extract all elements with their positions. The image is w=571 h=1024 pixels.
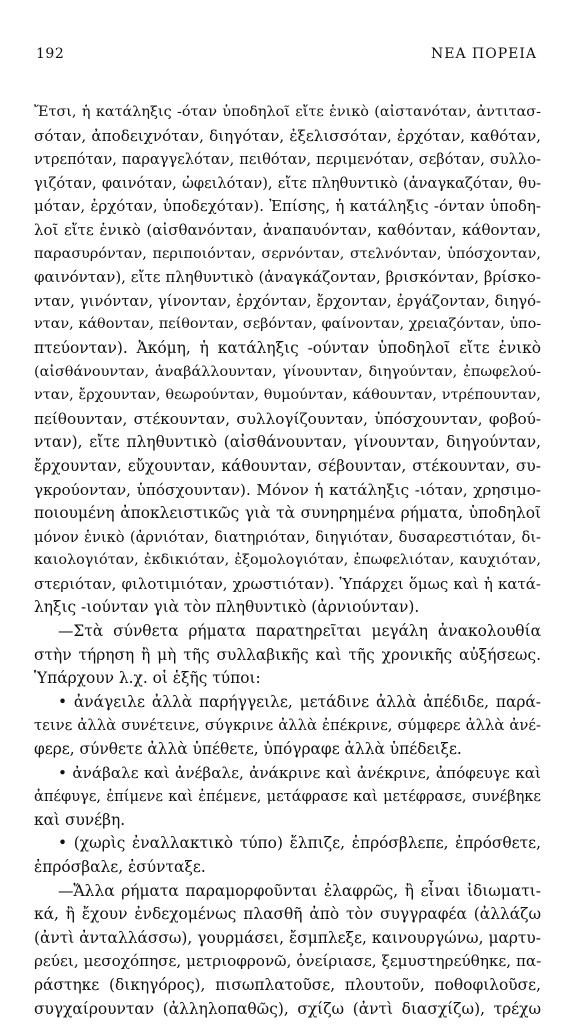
text-line: καὶ συνέβη. <box>34 810 126 829</box>
text-line: Ὑπάρχουν λ.χ. οἱ ἑξῆς τύποι: <box>34 669 261 688</box>
text-line: —Ἄλλα ρήματα παραμορφοῦνται ἐλαφρῶς, ἢ εἶναι ἰδιωματι- <box>58 881 541 900</box>
text-line: ἀπέφυγε, ἐπίμενε καὶ ἐπέμενε, μετάφρασε καὶ μετέφρασε, συνέβηκε <box>34 788 541 806</box>
text-line: ρεύει, μεσοχόπησε, μετριοφρονῶ, ὀνείριασε, ξεμυστηρεύθηκε, πα- <box>34 952 541 971</box>
text-line: κά, ἢ ἔχουν ἐνδεχομένως πλασθῆ ἀπὸ τὸν συγγραφέα (ἀλλάζω <box>34 905 541 924</box>
page-number: 192 <box>36 46 65 62</box>
text-line: μόνον ἑνικὸ (ἀρνιόταν, διατηριόταν, διηγιόταν, δυσαρεστιόταν, δι- <box>34 528 541 546</box>
text-line: μόταν, ἐρχόταν, ὑποδεχόταν). Ἐπίσης, ἡ κατάληξις -όνταν ὑποδη- <box>34 197 541 216</box>
text-line: συγχαίρουνταν (ἀλληλοπαθῶς), σχίζω (ἀντὶ διασχίζω), τρέχω <box>34 999 541 1018</box>
text-line: ντρεπόταν, παραγγελόταν, πειθόταν, περιμενόταν, σεβόταν, συλλο- <box>34 151 541 169</box>
text-line: πείθουνταν, στέκουνταν, συλλογίζουνταν, ὑπόσχουνταν, φοβού- <box>34 409 541 428</box>
text-line: ράστηκε (δικηγόρος), πισωπλατοῦσε, πλουτοῦν, ποθοφιλοῦσε, <box>34 975 541 994</box>
text-line: φερε, σύνθετε ἀλλὰ ὑπέθετε, ὑπόγραφε ἀλλὰ ὑπέδειξε. <box>34 740 462 759</box>
text-line: νταν), εἴτε πληθυντικὸ (αἰσθάνουνταν, γίνουνταν, διηγούνταν, <box>34 433 541 452</box>
text-line: παρασυρόνταν, περιποιόνταν, σερνόνταν, στελνόνταν, ὑπόσχονταν, <box>34 245 541 262</box>
text-line: φαινόνταν), εἴτε πληθυντικὸ (ἀναγκάζονταν, βρισκόνταν, βρίσκο- <box>34 268 541 287</box>
text-line: νταν, γινόνταν, γίνονταν, ἐρχόνταν, ἔρχονταν, ἐργάζονταν, διηγό- <box>34 292 541 310</box>
text-line: —Στὰ σύνθετα ρήματα παρατηρεῖται μεγάλη ἀνακολουθία <box>58 622 541 641</box>
text-line: στεριόταν, φιλοτιμιόταν, χρωστιόταν). Ὑπάρχει ὅμως καὶ ἡ κατά- <box>34 574 541 593</box>
text-line: γκρούονταν, ὑπόσχουνταν). Μόνον ἡ κατάληξις -ιόταν, χρησιμο- <box>34 480 541 499</box>
text-line: στὴν τήρηση ἢ μὴ τῆς συλλαβικῆς καὶ τῆς χρονικῆς αὐξήσεως. <box>34 645 541 664</box>
text-line: ποιουμένη ἀποκλειστικῶς γιὰ τὰ συνηρημένα ρήματα, ὑποδηλοῖ <box>34 504 541 523</box>
text-line: νταν, ἔρχουνταν, θεωρούνταν, θυμούνταν, κάθουνταν, ντρέπουνταν, <box>34 387 541 404</box>
text-line: νταν, κάθονταν, πείθονταν, σεβόνταν, φαίνονταν, χρειαζόνταν, ὑπο- <box>34 316 541 333</box>
text-line: • ἀνάβαλε καὶ ἀνέβαλε, ἀνάκρινε καὶ ἀνέκρινε, ἀπόφευγε καὶ <box>58 763 541 782</box>
text-line: καιολογιόταν, ἐκδικιόταν, ἐξομολογιόταν, ἐπωφελιόταν, καυχιόταν, <box>34 552 541 569</box>
text-line: ληξις -ιούνταν γιὰ τὸν πληθυντικὸ (ἀρνιούνταν). <box>34 598 420 617</box>
running-head: ΝΕΑ ΠΟΡΕΙΑ <box>431 46 537 62</box>
text-line: λοῖ εἴτε ἑνικὸ (αἰσθανόνταν, ἀναπαυόνταν, καθόνταν, κάθονταν, <box>34 220 541 239</box>
text-line: • ἀνάγειλε ἀλλὰ παρήγγειλε, μετάδινε ἀλλὰ ἀπέδιδε, παρά- <box>58 692 541 711</box>
text-line: γιζόταν, φαινόταν, ὠφειλόταν), εἴτε πληθυντικὸ (ἀναγκαζόταν, θυ- <box>34 174 541 192</box>
page-header <box>36 46 537 66</box>
body-text <box>34 101 541 1021</box>
text-line: ἐπρόσβαλε, ἐσύνταξε. <box>34 858 206 876</box>
text-line: (αἰσθάνουνταν, ἀναβάλλουνταν, γίνουνταν, διηγούνταν, ἐπωφελού- <box>34 363 541 380</box>
text-line: πτεύονταν). Ἀκόμη, ἡ κατάληξις -ούνταν ὑποδηλοῖ εἴτε ἑνικὸ <box>34 338 541 357</box>
text-line: σόταν, ἀποδειχνόταν, διηγόταν, ἐξελισσόταν, ἐρχόταν, καθόταν, <box>34 126 541 145</box>
text-line: Ἔτσι, ἡ κατάληξις -όταν ὑποδηλοῖ εἴτε ἑνικὸ (αἰστανόταν, ἀντιτασ- <box>34 104 541 120</box>
text-line: (ἀντὶ ἀνταλλάσσω), γουρμάσει, ἔσμπλεξε, καινουργώνω, μαρτυ- <box>34 928 541 947</box>
text-line: • (χωρὶς ἐναλλακτικὸ τύπο) ἔλπιζε, ἐπρόσβλεπε, ἐπρόσθετε, <box>58 834 541 853</box>
text-line: ἔρχουνταν, εὔχουνταν, κάθουνταν, σέβουνταν, στέκουνταν, συ- <box>34 456 541 475</box>
text-line: τεινε ἀλλὰ συνέτεινε, σύγκρινε ἀλλὰ ἐπέκρινε, σύμφερε ἀλλὰ ἀνέ- <box>34 717 541 735</box>
